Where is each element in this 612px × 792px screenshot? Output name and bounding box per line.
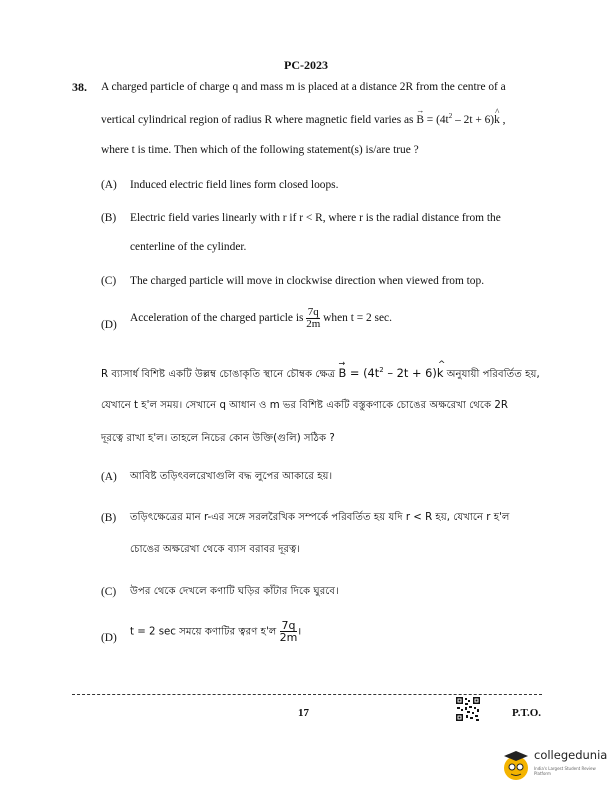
option-b-continuation: centerline of the cylinder. (130, 241, 247, 253)
option-c-label: (C) (101, 275, 117, 287)
bengali-option-c-text: উপর থেকে দেখলে কণাটি ঘড়ির কাঁটার দিকে ঘুরবে। (130, 586, 339, 597)
question-line-3: where t is time. Then which of the following statement(s) is/are true ? (101, 144, 419, 156)
watermark-brand: collegedunia (534, 748, 608, 762)
vector-b-symbol: → B (416, 113, 424, 127)
option-d-label: (D) (101, 319, 117, 331)
question-line-1: A charged particle of charge q and mass m is placed at a distance 2R from the centre of a (101, 81, 506, 93)
option-a-label: (A) (101, 179, 117, 191)
bengali-option-d-text: t = 2 sec সময়ে কণাটির ত্বরণ হ'ল $\frac{7q}{2m}$ । (130, 619, 302, 644)
fraction: $\frac{7q}{2m}$ (306, 306, 321, 330)
bengali-option-c-label: (C) (101, 586, 117, 598)
bengali-option-a-text: আবিষ্ট তড়িৎবলরেখাগুলি বদ্ধ লুপের আকারে হয়। (130, 471, 333, 482)
option-b-text: Electric field varies linearly with r if r < R, where r is the radial distance from the (130, 212, 501, 224)
watermark-tagline: India's Largest Student Review Platform (534, 766, 596, 776)
bengali-option-b-text: তড়িৎক্ষেত্রের মান r-এর সঙ্গে সরলরৈখিক সম্পর্কে পরিবর্তিত হয় যদি r < R হয়, যেখানে r হ'ল (130, 512, 510, 523)
bengali-option-b-continuation: চোঙের অক্ষরেখা থেকে ব্যাস বরাবর দূরত্ব। (130, 544, 300, 555)
page-title: PC-2023 (284, 58, 328, 72)
fraction: $\frac{7q}{2m}$ (279, 619, 298, 644)
bengali-option-b-label: (B) (101, 512, 117, 524)
bengali-option-a-label: (A) (101, 471, 117, 483)
option-b-label: (B) (101, 212, 117, 224)
please-turn-over: P.T.O. (512, 707, 542, 719)
footer-divider (72, 694, 542, 695)
bengali-line-1: R ব্যাসার্ধ বিশিষ্ট একটি উল্লম্ব চোঙাকৃতি স্থানে চৌম্বক ক্ষেত্র → $B = (4t^2 - 2t$ + 6)^ k অনুযায়ী পরিবর্তিত হয়, (101, 366, 540, 382)
unit-vector-k-symbol: ^ k (494, 113, 500, 127)
bengali-line-2: যেখানে t হ'ল সময়। সেখানে q আধান ও m ভর বিশিষ্ট একটি বস্তুকণাকে চোঙের অক্ষরেখা থেকে 2R (101, 400, 508, 411)
page-number: 17 (298, 707, 309, 719)
bengali-line-3: দূরত্বে রাখা হ'ল। তাহলে নিচের কোন উক্তি(গুলি) সঠিক ? (101, 433, 335, 444)
qr-code-icon (455, 696, 481, 722)
unit-vector-k-symbol: ^ k (437, 366, 444, 380)
option-d-text: Acceleration of the charged particle is $\frac{7q}{2m}$ when t = 2 sec. (130, 306, 392, 330)
option-c-text: The charged particle will move in clockwise direction when viewed from top. (130, 275, 485, 287)
question-number: 38. (72, 80, 87, 94)
vector-b-symbol: → B (338, 366, 346, 380)
question-line-2: vertical cylindrical region of radius R where magnetic field varies as → $B = (4t^2 - 2t$ + 6)^ k , (101, 113, 506, 127)
option-a-text: Induced electric field lines form closed loops. (130, 179, 339, 191)
bengali-option-d-label: (D) (101, 632, 117, 644)
